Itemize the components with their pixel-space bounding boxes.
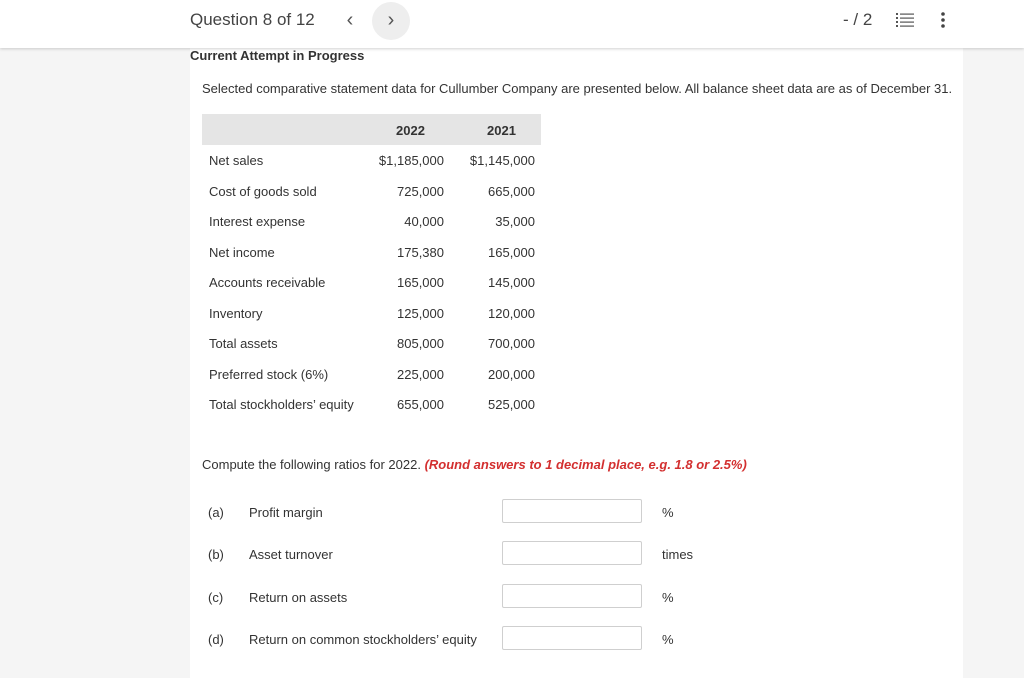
unit-label: % xyxy=(662,505,674,520)
question-letter: (a) xyxy=(208,505,224,520)
question-letter: (d) xyxy=(208,632,224,647)
row-label: Total stockholders’ equity xyxy=(209,397,354,412)
score-display: - / 2 xyxy=(843,10,873,29)
row-label: Cost of goods sold xyxy=(209,184,317,199)
question-letter: (c) xyxy=(208,590,224,605)
problem-intro: Selected comparative statement data for Cullumber Company are presented below. All balance sheet data are as of December 31. xyxy=(202,81,953,96)
column-header-2021: 2021 xyxy=(487,123,516,138)
list-icon[interactable] xyxy=(896,11,914,29)
value-2022: 40,000 xyxy=(404,214,444,229)
table-row xyxy=(202,245,541,265)
row-label: Total assets xyxy=(209,336,278,351)
value-2022: 125,000 xyxy=(397,306,444,321)
value-2021: 200,000 xyxy=(488,367,535,382)
answer-row-d xyxy=(202,626,722,652)
value-2022: 805,000 xyxy=(397,336,444,351)
value-2021: $1,145,000 xyxy=(469,153,535,168)
value-2021: 165,000 xyxy=(488,245,535,260)
table-row xyxy=(202,306,541,326)
value-2021: 700,000 xyxy=(488,336,535,351)
value-2022: $1,185,000 xyxy=(378,153,444,168)
table-row xyxy=(202,275,541,295)
unit-label: % xyxy=(662,632,674,647)
table-row xyxy=(202,153,541,173)
value-2021: 525,000 xyxy=(488,397,535,412)
asset-turnover-input[interactable] xyxy=(502,541,642,565)
row-label: Accounts receivable xyxy=(209,275,326,290)
chevron-left-icon[interactable]: ‹ xyxy=(346,9,354,31)
instruction-main: Compute the following ratios for 2022. xyxy=(202,457,425,472)
value-2021: 665,000 xyxy=(488,184,535,199)
question-letter: (b) xyxy=(208,547,224,562)
table-row xyxy=(202,397,541,417)
row-label: Net income xyxy=(209,245,275,260)
row-label: Inventory xyxy=(209,306,263,321)
unit-label: % xyxy=(662,590,674,605)
table-row xyxy=(202,184,541,204)
chevron-right-icon[interactable]: › xyxy=(372,2,410,40)
value-2021: 145,000 xyxy=(488,275,535,290)
question-label: Return on common stockholders’ equity xyxy=(249,632,477,647)
answer-row-c xyxy=(202,584,722,610)
column-header-2022: 2022 xyxy=(396,123,425,138)
answer-row-b xyxy=(202,541,722,567)
value-2022: 175,380 xyxy=(397,245,444,260)
row-label: Preferred stock (6%) xyxy=(209,367,329,382)
answer-row-a xyxy=(202,499,722,525)
question-counter: Question 8 of 12 xyxy=(190,10,315,29)
table-row xyxy=(202,336,541,356)
return-on-equity-input[interactable] xyxy=(502,626,642,650)
question-label: Return on assets xyxy=(249,590,348,605)
profit-margin-input[interactable] xyxy=(502,499,642,523)
top-bar xyxy=(0,0,1024,48)
table-row xyxy=(202,367,541,387)
value-2022: 655,000 xyxy=(397,397,444,412)
question-label: Profit margin xyxy=(249,505,323,520)
value-2022: 165,000 xyxy=(397,275,444,290)
return-on-assets-input[interactable] xyxy=(502,584,642,608)
attempt-status: Current Attempt in Progress xyxy=(190,48,365,63)
row-label: Interest expense xyxy=(209,214,306,229)
value-2021: 35,000 xyxy=(495,214,535,229)
instruction-text xyxy=(202,457,747,472)
value-2022: 225,000 xyxy=(397,367,444,382)
value-2022: 725,000 xyxy=(397,184,444,199)
more-vertical-icon[interactable] xyxy=(936,10,950,30)
unit-label: times xyxy=(662,547,694,562)
table-row xyxy=(202,214,541,234)
row-label: Net sales xyxy=(209,153,264,168)
value-2021: 120,000 xyxy=(488,306,535,321)
question-label: Asset turnover xyxy=(249,547,333,562)
rounding-hint: (Round answers to 1 decimal place, e.g. 1.8 or 2.5%) xyxy=(424,457,747,472)
